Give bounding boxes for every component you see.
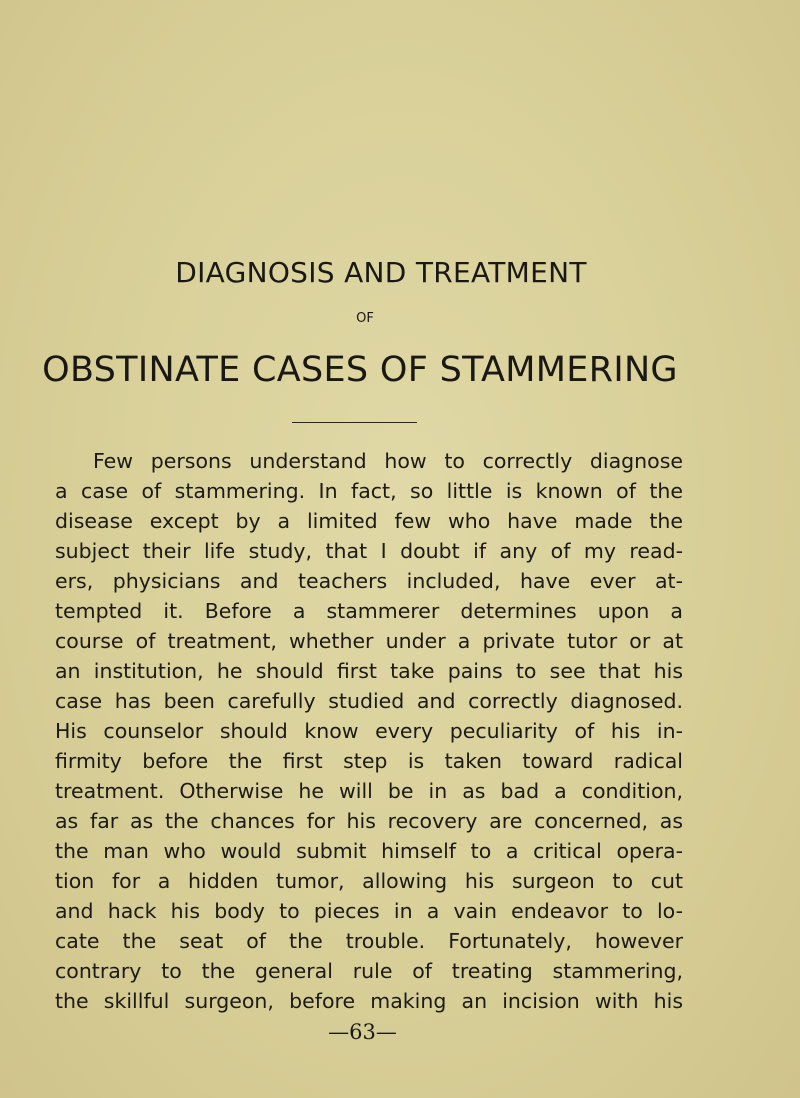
text-line: treatment. Otherwise he will be in as bad a condition, [55,779,683,803]
text-line: course of treatment, whether under a private tutor or at [55,629,683,653]
chapter-title-line-2: OBSTINATE CASES OF STAMMERING [42,350,678,390]
body-paragraph [55,446,683,1016]
text-line: disease except by a limited few who have made the [55,509,683,533]
text-line: tion for a hidden tumor, allowing his surgeon to cut [55,869,683,893]
text-line: as far as the chances for his recovery are concerned, as [55,809,683,833]
chapter-title-connector: OF [356,311,374,326]
text-line: case has been carefully studied and correctly diagnosed. [55,689,683,713]
text-line: tempted it. Before a stammerer determines upon a [55,599,683,623]
text-line: an institution, he should first take pains to see that his [55,659,683,683]
text-line: cate the seat of the trouble. Fortunately, however [55,929,683,953]
text-line: a case of stammering. In fact, so little is known of the [55,479,683,503]
text-line: contrary to the general rule of treating stammering, [55,959,683,983]
text-line: the man who would submit himself to a critical opera- [55,839,683,863]
text-line: and hack his body to pieces in a vain endeavor to lo- [55,899,683,923]
text-line: firmity before the first step is taken toward radical [55,749,683,773]
text-line: Few persons understand how to correctly diagnose [93,449,683,473]
text-line: His counselor should know every peculiarity of his in- [55,719,683,743]
title-divider-rule [292,422,417,423]
page-number: —63— [328,1020,397,1044]
text-line: the skillful surgeon, before making an incision with his [55,989,683,1013]
text-line: subject their life study, that I doubt if any of my read- [55,539,683,563]
text-line: ers, physicians and teachers included, have ever at- [55,569,683,593]
chapter-title-line-1: DIAGNOSIS AND TREATMENT [175,256,587,289]
